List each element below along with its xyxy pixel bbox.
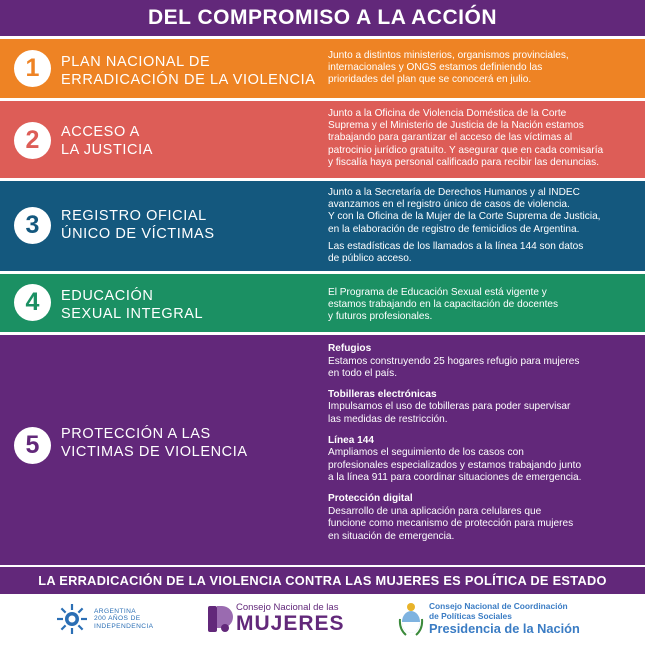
- consejo-mujeres-emblem-icon: [207, 604, 233, 634]
- item-heading: PLAN NACIONAL DE ERRADICACIÓN DE LA VIOLENCIA: [61, 54, 316, 88]
- page-title: DEL COMPROMISO A LA ACCIÓN: [148, 6, 497, 29]
- title-banner: [0, 0, 645, 36]
- item-description: Junto a distintos ministerios, organismos provinciales, internacionales y ONGS estamos definiendo las prioridades del plan que se conocerá en julio.: [328, 50, 569, 86]
- item-description: [328, 343, 638, 551]
- item-number-badge: 2: [14, 122, 51, 159]
- item-plan-nacional: [0, 39, 645, 98]
- item-heading: ACCESO A LA JUSTICIA: [61, 124, 154, 158]
- item-number-badge: 4: [14, 284, 51, 321]
- bottom-banner: LA ERRADICACIÓN DE LA VIOLENCIA CONTRA LAS MUJERES ES POLÍTICA DE ESTADO: [0, 567, 645, 594]
- sub-item-refugios: Refugios Estamos construyendo 25 hogares refugio para mujeres en todo el país.: [328, 343, 580, 380]
- sub-item-linea-144: Línea 144 Ampliamos el seguimiento de los casos con profesionales especializados y estamos trabajando junto a la línea 911 para coordinar situaciones de emergencia.: [328, 434, 582, 484]
- item-educacion-sexual: [0, 274, 645, 332]
- consejo-mujeres-logo: Consejo Nacional de las MUJERES: [207, 603, 345, 635]
- item-acceso-justicia: [0, 101, 645, 178]
- sun-emblem-icon: [56, 603, 88, 635]
- item-description: El Programa de Educación Sexual está vigente y estamos trabajando en la capacitación de docentes y futuros profesionales.: [328, 287, 559, 323]
- sub-item-proteccion-digital: Protección digital Desarrollo de una aplicación para celulares que funcione como mecanismo de protección para mujeres en situación de emergencia.: [328, 492, 574, 542]
- bicentenario-logo: ARGENTINA 200 AÑOS DE INDEPENDENCIA: [56, 603, 153, 635]
- item-registro-victimas: [0, 181, 645, 271]
- footer: [0, 594, 645, 645]
- item-number-badge: 3: [14, 207, 51, 244]
- item-proteccion-victimas: [0, 335, 645, 565]
- item-description: Junto a la Secretaría de Derechos Humanos y al INDEC avanzamos en el registro único de casos de violencia. Y con la Oficina de la Mujer de la Corte Suprema de Justicia, en la elaboración de registro de femicidios de Argentina. Las estadísticas de los llamados a la línea 144 son datos de público acceso.: [328, 187, 601, 265]
- national-shield-icon: [398, 601, 424, 637]
- presidencia-logo: Consejo Nacional de Coordinación de Políticas Sociales Presidencia de la Nación: [398, 601, 580, 637]
- item-heading: PROTECCIÓN A LAS VICTIMAS DE VIOLENCIA: [61, 426, 248, 460]
- item-number-badge: 5: [14, 427, 51, 464]
- item-description: Junto a la Oficina de Violencia Doméstica de la Corte Suprema y el Ministerio de Justicia de la Nación estamos trabajando para garantizar el acceso de las víctimas al patrocinio jurídico gratuito. Y asegurar que en cada comisaría y fiscalía haya personal calificado para recibir las denuncias.: [328, 108, 604, 168]
- sub-item-tobilleras: Tobilleras electrónicas Impulsamos el uso de tobilleras para poder supervisar las medidas de restricción.: [328, 388, 571, 425]
- item-heading: EDUCACIÓN SEXUAL INTEGRAL: [61, 288, 204, 322]
- item-heading: REGISTRO OFICIAL ÚNICO DE VÍCTIMAS: [61, 208, 215, 242]
- item-number-badge: 1: [14, 50, 51, 87]
